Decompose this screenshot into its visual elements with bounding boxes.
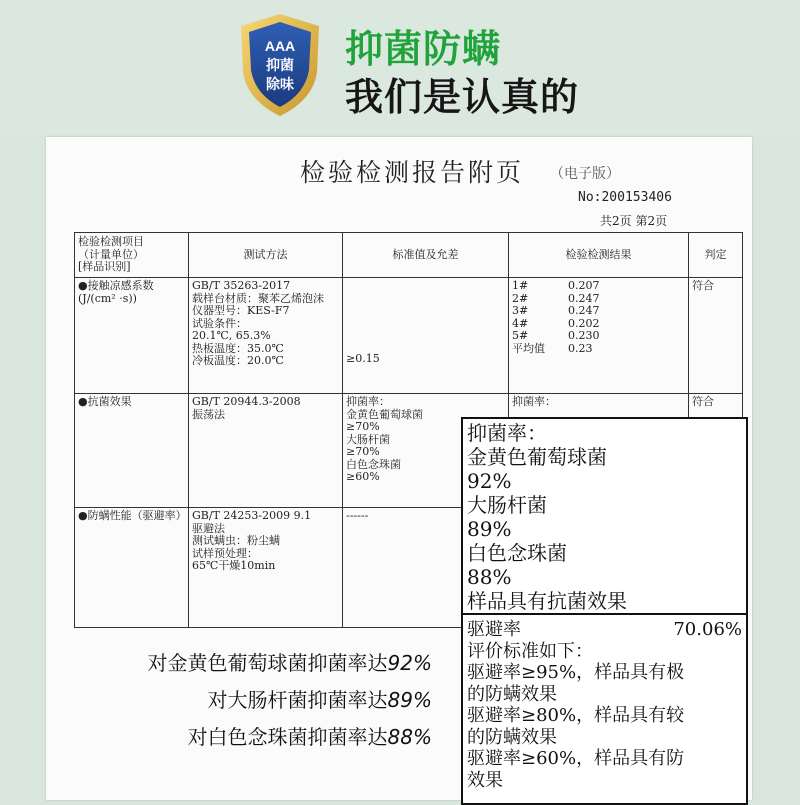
callout-header-row — [467, 619, 742, 641]
callout-line: 89% — [467, 517, 512, 541]
callout-line: 驱避率≥60%，样品具有防 — [467, 748, 685, 769]
row-standard — [343, 278, 509, 394]
standard-line: ≥70% — [346, 445, 380, 458]
result-value: 0.247 — [568, 304, 600, 317]
result-value: 0.230 — [568, 329, 600, 342]
method-line: 试验条件： — [192, 316, 247, 330]
result-key: 5# — [512, 329, 529, 342]
method-line: 驱避法 — [192, 521, 225, 535]
report-number: No:200153406 — [578, 190, 672, 205]
callout-line: 金黄色葡萄球菌 — [467, 445, 607, 469]
method-line: 测试螨虫：粉尘螨 — [192, 534, 280, 547]
method-line: GB/T 20944.3-2008 — [192, 395, 301, 408]
callout-line: 评价标准如下： — [467, 640, 593, 662]
result-value: 0.207 — [568, 279, 600, 292]
result-line — [512, 305, 685, 318]
result-key: 2# — [512, 291, 529, 305]
method-line: 20.1℃, 65.3% — [192, 329, 271, 342]
standard-line: 大肠杆菌 — [346, 432, 390, 446]
method-line: 载样台材质：聚苯乙烯泡沫 — [192, 291, 324, 305]
callout-line: 效果 — [467, 769, 503, 791]
row-result: 抑菌率： — [509, 394, 689, 508]
standard-line: 抑菌率： — [346, 395, 390, 408]
claim-ecoli — [148, 685, 432, 722]
row-method — [189, 278, 343, 394]
callout-label: 驱避率 — [467, 619, 521, 640]
callout-line: 白色念珠菌 — [467, 541, 567, 565]
method-line: 冷板温度：20.0℃ — [192, 354, 284, 367]
callout-value: 70.06% — [673, 619, 742, 640]
row-item: ●接触凉感系数 (J/(cm² ·s)) — [75, 278, 189, 394]
headline-serious: 我们是认真的 — [345, 75, 580, 119]
method-line: 热板温度：35.0℃ — [192, 341, 284, 355]
callout-line: 的防螨效果 — [467, 726, 557, 748]
method-line: 65℃干燥10min — [192, 559, 276, 572]
claims-list — [148, 648, 432, 759]
result-value: 0.247 — [568, 291, 600, 305]
result-line — [512, 280, 685, 293]
header-item-line: 检验检测项目 — [78, 235, 144, 249]
row-result — [509, 278, 689, 394]
report-edition: （电子版） — [550, 166, 620, 182]
standard-line: ≥60% — [346, 470, 380, 483]
standard-line: 金黄色葡萄球菌 — [346, 407, 423, 421]
badge-line3: 除味 — [266, 77, 294, 93]
result-key: 4# — [512, 316, 529, 330]
antibacterial-result-callout — [461, 417, 748, 615]
callout-line: 92% — [467, 469, 512, 493]
header-verdict: 判定 — [689, 233, 743, 278]
result-key: 平均值 — [512, 341, 545, 355]
claim-text: 对白色念珠菌抑菌率达 — [187, 725, 388, 749]
callout-line: 驱避率≥95%，样品具有极 — [467, 662, 685, 683]
claim-percent: 92% — [387, 651, 432, 675]
result-key: 3# — [512, 304, 529, 317]
row-standard: ------ — [343, 508, 509, 628]
header-item-line: （计量单位） — [78, 247, 144, 261]
callout-line: 的防螨效果 — [467, 683, 557, 705]
claim-text: 对金黄色葡萄球菌抑菌率达 — [147, 651, 388, 675]
callout-line: 88% — [467, 565, 512, 589]
standard-line: 白色念珠菌 — [346, 457, 401, 471]
claim-staph — [148, 648, 432, 685]
result-line — [512, 343, 685, 356]
result-value: 0.23 — [568, 341, 593, 355]
header-item-line: [样品识别] — [78, 260, 131, 274]
method-line: 试样预处理： — [192, 546, 258, 560]
result-key: 1# — [512, 279, 529, 292]
aaa-shield-badge-icon — [237, 12, 323, 118]
method-line: GB/T 35263-2017 — [192, 279, 291, 292]
report-title: 检验检测报告附页 — [300, 158, 525, 187]
badge-line1: AAA — [264, 38, 296, 54]
claim-candida — [148, 722, 432, 759]
claim-percent: 89% — [387, 688, 432, 712]
header-item — [75, 233, 189, 278]
row-verdict: 符合 — [689, 278, 743, 394]
mite-repellent-callout — [461, 613, 748, 805]
result-value: 0.202 — [568, 316, 600, 330]
row-item: ●防螨性能（驱避率） — [75, 508, 189, 628]
callout-line: 大肠杆菌 — [467, 493, 547, 517]
header-result: 检验检测结果 — [509, 233, 689, 278]
method-line: GB/T 24253-2009 9.1 — [192, 509, 312, 522]
result-line — [512, 330, 685, 343]
claim-text: 对大肠杆菌抑菌率达 — [207, 688, 388, 712]
row-verdict: 符合 — [689, 394, 743, 508]
row-item: ●抗菌效果 — [75, 394, 189, 508]
method-line: 振荡法 — [192, 407, 225, 421]
report-pages: 共2页 第2页 — [600, 214, 668, 228]
badge-line2: 抑菌 — [266, 58, 294, 74]
header-method: 测试方法 — [189, 233, 343, 278]
callout-line: 驱避率≥80%，样品具有较 — [467, 705, 685, 726]
header-standard: 标准值及允差 — [343, 233, 509, 278]
row-method — [189, 394, 343, 508]
row-method — [189, 508, 343, 628]
claim-percent: 88% — [387, 725, 432, 749]
callout-line: 抑菌率： — [467, 421, 547, 445]
headline-antibacterial: 抑菌防螨 — [345, 27, 502, 71]
callout-line: 样品具有抗菌效果 — [467, 589, 627, 613]
table-row — [75, 278, 743, 394]
method-line: 仪器型号：KES-F7 — [192, 304, 290, 317]
standard-line: ≥70% — [346, 420, 380, 433]
standard-value: ≥0.15 — [346, 351, 380, 365]
